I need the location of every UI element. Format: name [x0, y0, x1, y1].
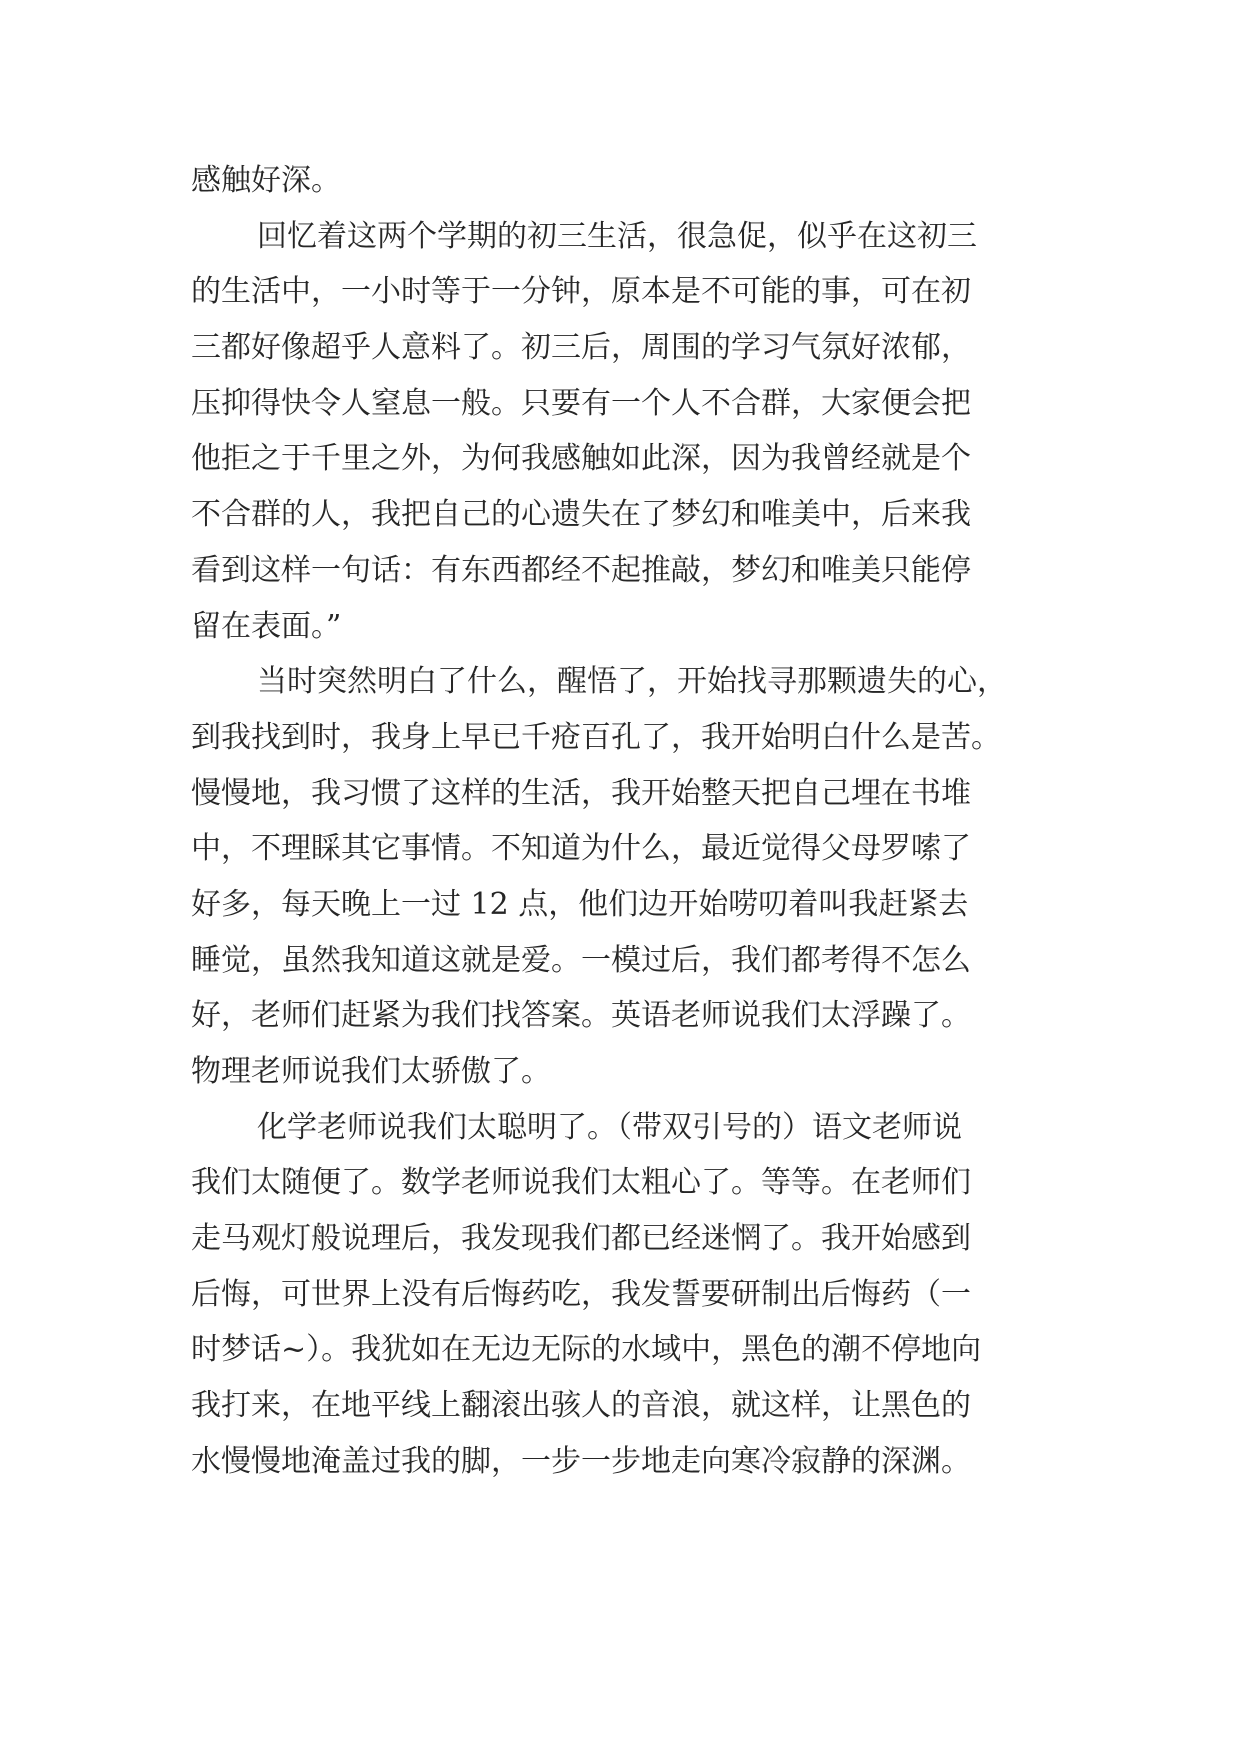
text-line: 他拒之于千里之外，为何我感触如此深，因为我曾经就是个	[191, 441, 971, 477]
text-line: 睡觉，虽然我知道这就是爱。一模过后，我们都考得不怎么	[191, 942, 971, 978]
paragraph-first-line: 回忆着这两个学期的初三生活，很急促，似乎在这初三	[257, 218, 977, 254]
text-line: 好多，每天晚上一过 12 点，他们边开始唠叨着叫我赶紧去	[191, 886, 969, 922]
text-line: 我打来，在地平线上翻滚出骇人的音浪，就这样，让黑色的	[191, 1388, 971, 1424]
text-line: 水慢慢地淹盖过我的脚，一步一步地走向寒冷寂静的深渊。	[191, 1443, 971, 1479]
text-line: 的生活中，一小时等于一分钟，原本是不可能的事，可在初	[191, 274, 971, 310]
paragraph-first-line: 当时突然明白了什么，醒悟了，开始找寻那颗遗失的心，	[257, 664, 1007, 700]
text-line: 走马观灯般说理后，我发现我们都已经迷惘了。我开始感到	[191, 1221, 971, 1257]
text-line: 物理老师说我们太骄傲了。	[191, 1054, 551, 1089]
text-line: 压抑得快令人窒息一般。只要有一个人不合群，大家便会把	[191, 385, 971, 421]
text-line: 慢慢地，我习惯了这样的生活，我开始整天把自己埋在书堆	[191, 775, 971, 811]
document-body	[191, 153, 1071, 1490]
text-line: 时梦话~）。我犹如在无边无际的水域中，黑色的潮不停地向	[191, 1332, 982, 1368]
text-line: 不合群的人，我把自己的心遗失在了梦幻和唯美中，后来我	[191, 497, 971, 533]
text-line: 感触好深。	[191, 163, 341, 198]
text-line: 好，老师们赶紧为我们找答案。英语老师说我们太浮躁了。	[191, 998, 971, 1034]
text-line: 留在表面。”	[191, 608, 342, 644]
text-line: 看到这样一句话：有东西都经不起推敲，梦幻和唯美只能停	[191, 552, 971, 588]
text-line: 我们太随便了。数学老师说我们太粗心了。等等。在老师们	[191, 1165, 971, 1201]
text-line: 到我找到时，我身上早已千疮百孔了，我开始明白什么是苦。	[191, 719, 1001, 755]
text-line: 中，不理睬其它事情。不知道为什么，最近觉得父母罗嗦了	[191, 831, 971, 867]
paragraph-first-line: 化学老师说我们太聪明了。（带双引号的）语文老师说	[257, 1109, 962, 1145]
text-line: 三都好像超乎人意料了。初三后，周围的学习气氛好浓郁，	[191, 330, 971, 366]
text-line: 后悔，可世界上没有后悔药吃，我发誓要研制出后悔药（一	[191, 1276, 971, 1312]
